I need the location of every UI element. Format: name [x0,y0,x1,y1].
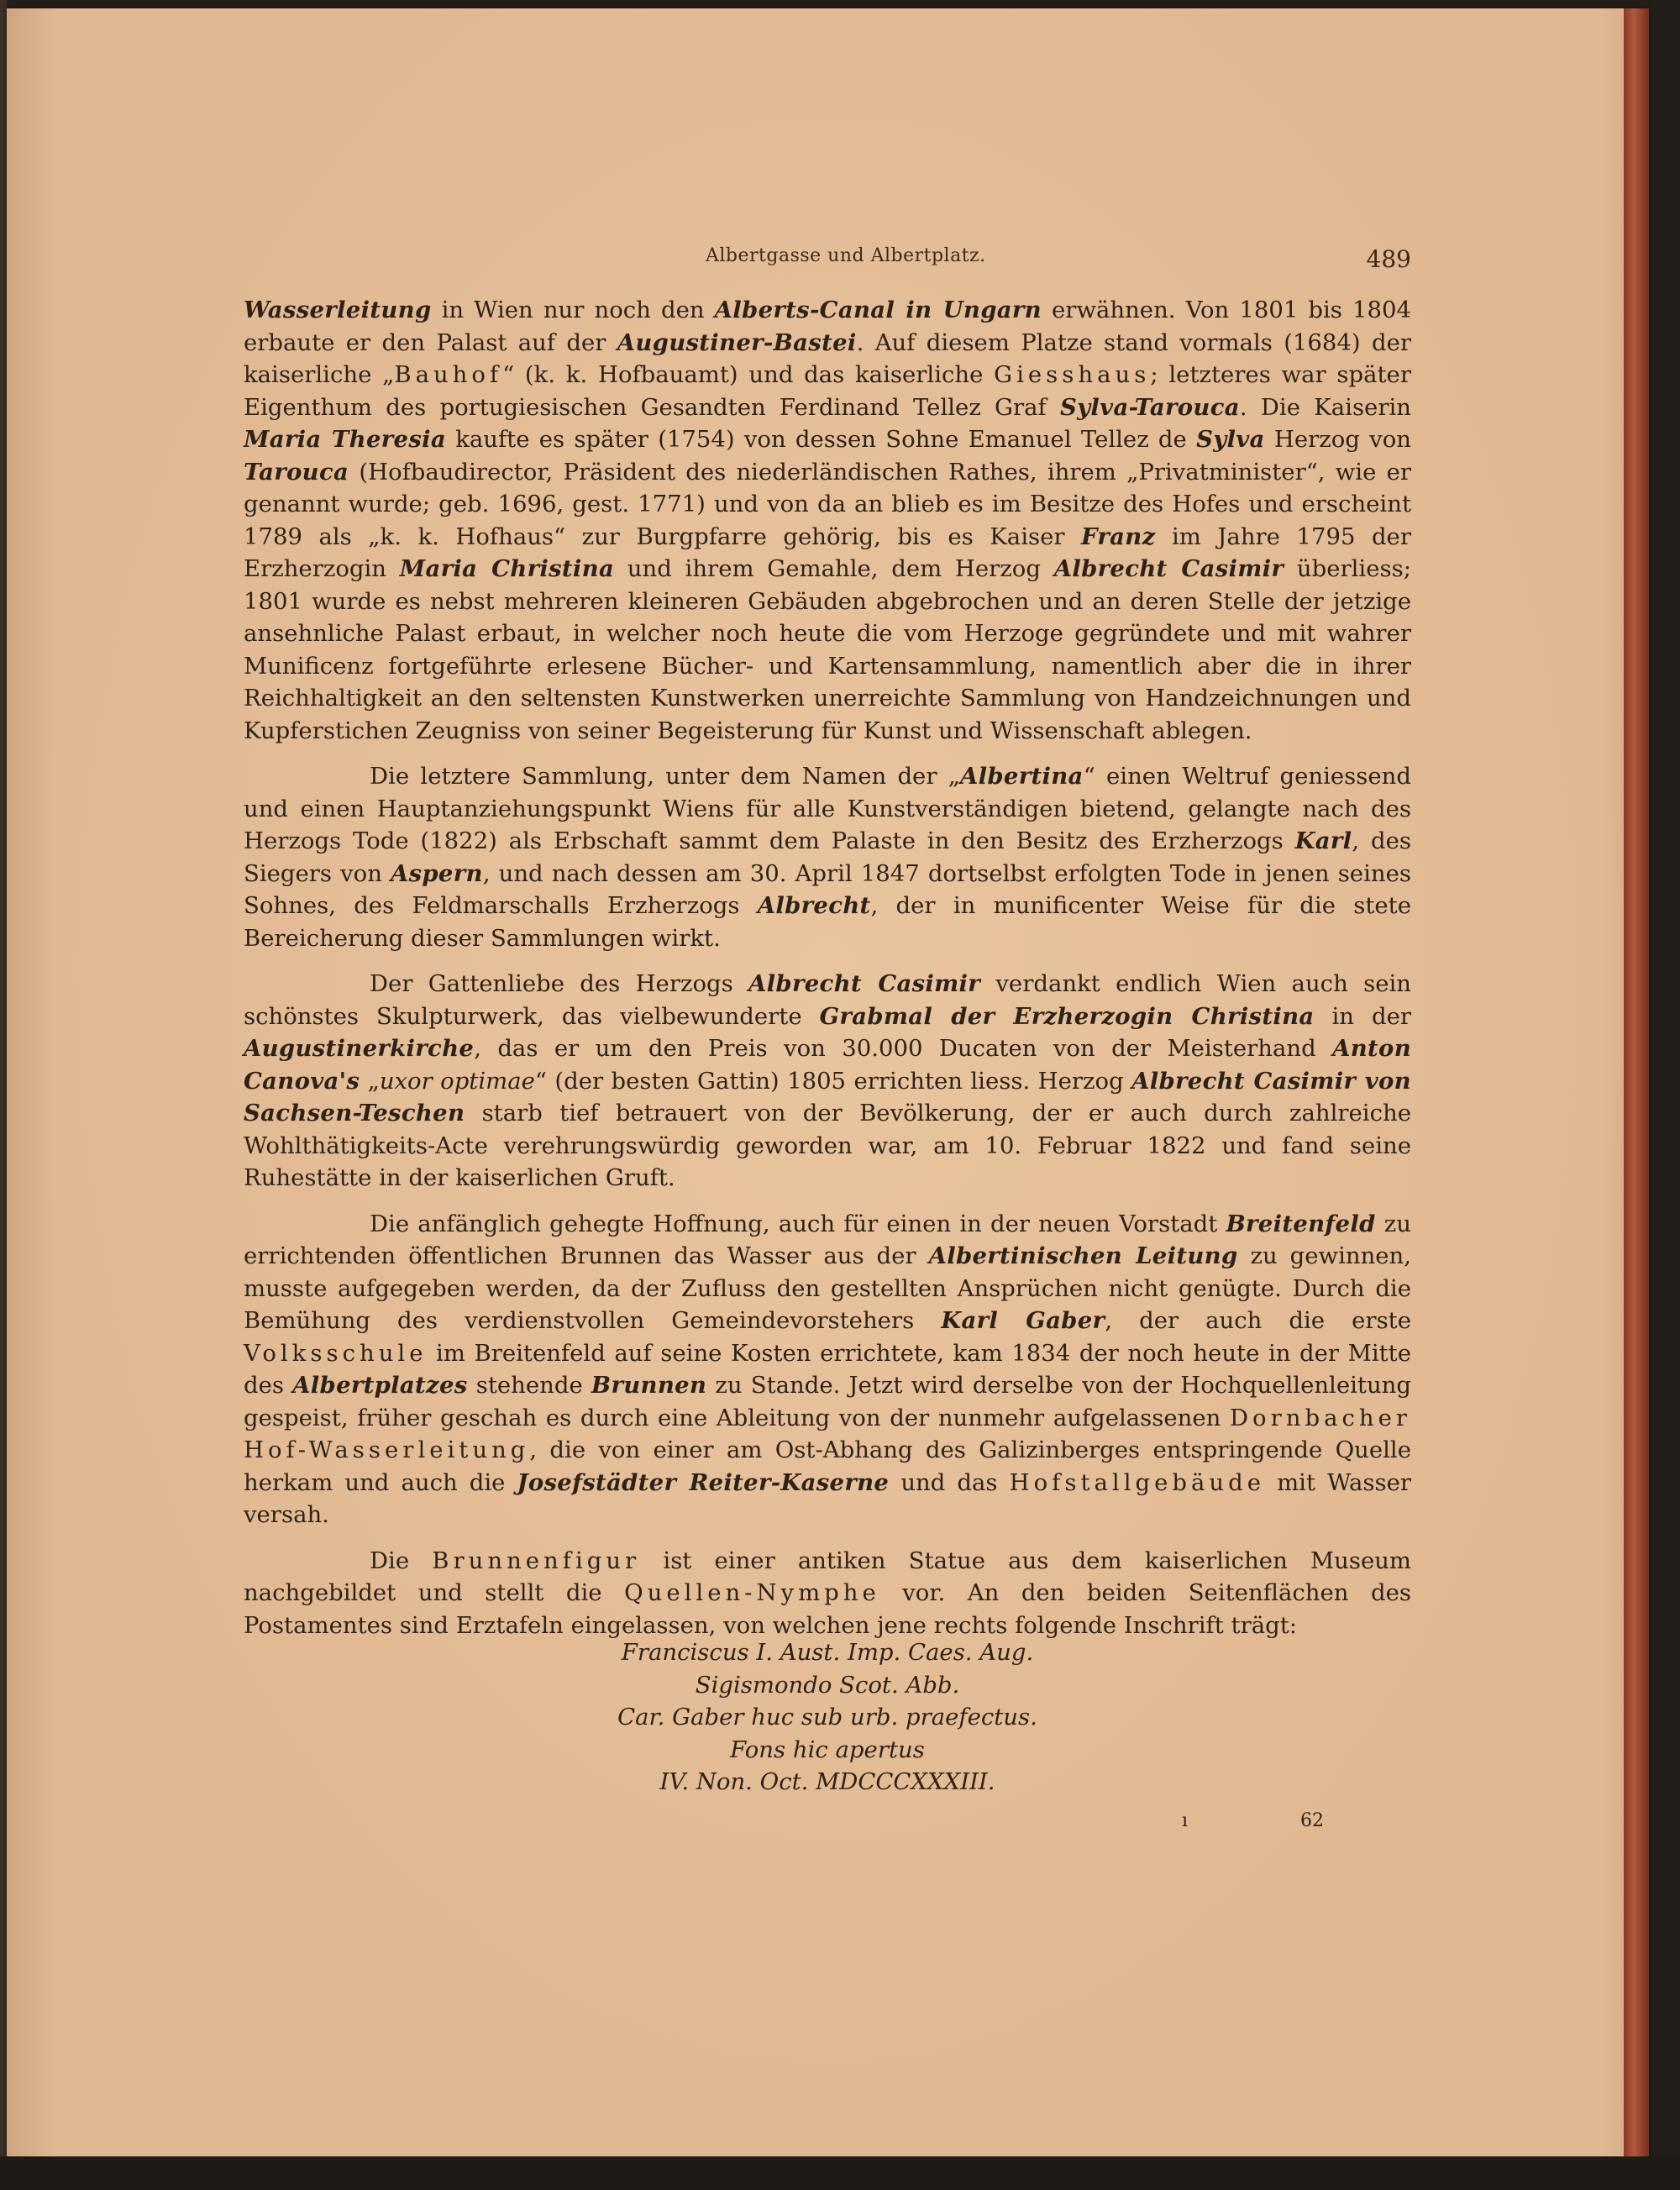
emphasized-name: Karl Gaber [941,1307,1105,1334]
paragraph [244,968,1411,1195]
emphasized-name: Alberts-Canal in Ungarn [714,297,1042,323]
text-run: erwähnen. Von 1801 bis 1804 erbaute er den Palast auf der [244,297,1412,356]
paragraph [244,294,1411,747]
text-run: , der in munificenter Weise für die stete Bereicherung dieser Sammlungen wirkt. [244,892,1411,952]
emphasized-name: Aspern [390,859,483,887]
text-run: im Jahre 1795 der Erzherzogin [244,523,1411,582]
spaced-term: Volksschule [244,1339,428,1367]
text-run: zu errichtenden öffentlichen Brunnen das Wasser aus der [244,1210,1411,1269]
emphasized-name: Karl [1294,827,1352,854]
emphasized-name: Sylva-Tarouca [1059,393,1240,421]
text-run: ist einer antiken Statue aus dem kaiserlichen Museum nachgebildet und stellt die [244,1547,1411,1606]
signature-mark: 62 [1300,1810,1324,1831]
inscription [244,1636,1411,1799]
paragraph [244,1208,1411,1531]
inscription-line: Fons hic apertus [730,1736,925,1763]
inscription-line: Sigismondo Scot. Abb. [695,1671,960,1699]
text-run: überliess; 1801 wurde es nebst mehreren kleineren Gebäuden abgebrochen und an deren Stelle der jetzige ansehnliche Palast erbaut, in welcher noch heute die vom Herzoge gegründete und mit wahrer Munificenz fortgeführte erlesene Bücher- und Kartensammlung, namentlich aber die in ihrer Reichhaltigkeit an den seltensten Kunstwerken unerreichte Sammlung von Handzeichnungen und Kupferstichen Zeugniss von seiner Begeisterung für Kunst und Wissenschaft ablegen. [244,555,1411,744]
text-run: in der [1314,1002,1412,1030]
text-run: und ihrem Gemahle, dem Herzog [614,555,1054,582]
text-run: (Hofbaudirector, Präsident des niederländischen Rathes, ihrem „Privatminister“, wie er genannt wurde; geb. 1696, gest. 1771) und von da an blieb es im Besitze des Hofes und erscheint 1789 als „k. k. Hofhaus“ zur Burgpfarre gehörig, bis es Kaiser [244,458,1411,550]
text-run: in Wien nur noch den [431,297,715,323]
spaced-term: Hofstallgebäude [1009,1468,1265,1496]
spaced-term: Brunnenfigur [432,1547,641,1574]
text-run: verdankt endlich Wien auch sein schönstes Skulpturwerk, das vielbewunderte [244,970,1411,1030]
spaced-term: Bauhof [394,361,503,388]
text-run: zu Stande. Jetzt wird derselbe von der Hochquellenleitung gespeist, früher geschah es durch eine Ableitung von der nunmehr aufgelassenen [244,1372,1411,1431]
emphasized-name: Albrecht Casimir [1053,555,1284,582]
emphasized-name: Albrecht Casimir von Sachsen-Teschen [244,1067,1411,1127]
page-number: 489 [1366,245,1411,273]
text-run: , des Siegers von [244,827,1411,887]
emphasized-name: Franz [1081,523,1156,550]
bottom-strip [0,2156,1680,2190]
text-run: Der Gattenliebe des Herzogs [370,970,749,997]
spaced-term: Quellen-Nymphe [624,1579,880,1606]
text-run: mit Wasser versah. [244,1468,1411,1528]
text-run: , und nach dessen am 30. April 1847 dortselbst erfolgten Tode in jenen seines Sohnes, des Feldmarschalls Erzherzogs [244,859,1411,919]
text-run: , der auch die erste [1105,1307,1412,1334]
text-run: . Die Kaiserin [1239,393,1411,421]
footer-mark: ı [1182,1810,1189,1831]
emphasized-name: Breitenfeld [1226,1210,1376,1237]
text-run: starb tief betrauert von der Bevölkerung, der er auch durch zahlreiche Wohlthätigkeits-Acte verehrungswürdig geworden war, am 10. Februar 1822 und fand seine Ruhestätte in der kaiserlichen Gruft. [244,1100,1411,1191]
body-text [244,294,1411,1641]
text-run: Die [370,1547,433,1574]
text-run: „ [360,1067,380,1095]
text-run: Die anfänglich gehegte Hoffnung, auch für einen in der neuen Vorstadt [370,1210,1226,1237]
running-head: Albertgasse und Albertplatz. [706,245,986,266]
text-run: , die von einer am Ost-Abhang des Galizinberges entspringende Quelle herkam und auch die [244,1436,1411,1496]
page-edge [1624,8,1649,2167]
emphasized-name: Maria Theresia [244,426,446,453]
text-run: “ (k. k. Hofbauamt) und das kaiserliche [502,361,995,388]
latin-phrase: uxor optimae [379,1067,535,1095]
emphasized-name: Brunnen [591,1372,707,1399]
text-run: Die letztere Sammlung, unter dem Namen der „ [370,763,961,790]
text-run: vor. An den beiden Seitenflächen des Postamentes sind Erztafeln eingelassen, von welchen jene rechts folgende Inschrift trägt: [244,1579,1412,1639]
text-run: , das er um den Preis von 30.000 Ducaten von der Meisterhand [474,1035,1333,1062]
emphasized-name: Albertinischen Leitung [928,1242,1238,1269]
emphasized-name: Albertina [960,763,1084,790]
text-run: “ einen Weltruf geniessend und einen Hauptanziehungspunkt Wiens für alle Kunstverständigen bietend, gelangte nach des Herzogs Tode (1822) als Erbschaft sammt dem Palaste in den Besitz des Erzherzogs [244,763,1411,854]
text-run: ; letzteres war später Eigenthum des portugiesischen Gesandten Ferdinand Tellez Graf [244,361,1411,421]
emphasized-name: Maria Christina [399,555,615,582]
binding-edge [0,0,7,2190]
emphasized-name: Wasserleitung [244,297,432,323]
emphasized-name: Anton Canova's [244,1035,1411,1095]
emphasized-name: Augustiner-Bastei [617,328,857,356]
spaced-term: Giesshaus [994,361,1151,388]
text-run: “ (der besten Gattin) 1805 errichten liess. Herzog [534,1067,1132,1095]
emphasized-name: Tarouca [244,458,349,486]
spaced-term: Dornbacher Hof-Wasserleitung [244,1404,1411,1463]
emphasized-name: Sylva [1196,426,1265,453]
inscription-line: Franciscus I. Aust. Imp. Caes. Aug. [621,1639,1034,1666]
text-run: im Breitenfeld auf seine Kosten errichtete, kam 1834 der noch heute in der Mitte des [244,1339,1411,1399]
text-run: . Auf diesem Platze stand vormals (1684) der kaiserliche „ [244,328,1411,388]
text-run: und das [889,1468,1010,1496]
emphasized-name: Albrecht Casimir [748,970,981,997]
text-run: zu gewinnen, musste aufgegeben werden, da der Zufluss den gestellten Ansprüchen nicht genügte. Durch die Bemühung des verdienstvollen Gemeindevorstehers [244,1242,1412,1334]
emphasized-name: Grabmal der Erzherzogin Christina [819,1002,1315,1030]
paragraph [244,1545,1411,1642]
emphasized-name: Albrecht [757,892,871,919]
page-header [244,245,1411,279]
emphasized-name: Albertplatzes [292,1372,468,1399]
inscription-line: IV. Non. Oct. MDCCCXXXIII. [659,1768,995,1795]
emphasized-name: Josefstädter Reiter-Kaserne [517,1468,890,1496]
text-run: kaufte es später (1754) von dessen Sohne Emanuel Tellez de [445,426,1197,453]
inscription-line: Car. Gaber huc sub urb. praefectus. [617,1704,1037,1730]
emphasized-name: Augustinerkirche [244,1035,475,1062]
paragraph [244,760,1411,954]
text-run: stehende [467,1372,591,1399]
text-run: Herzog von [1264,426,1411,453]
